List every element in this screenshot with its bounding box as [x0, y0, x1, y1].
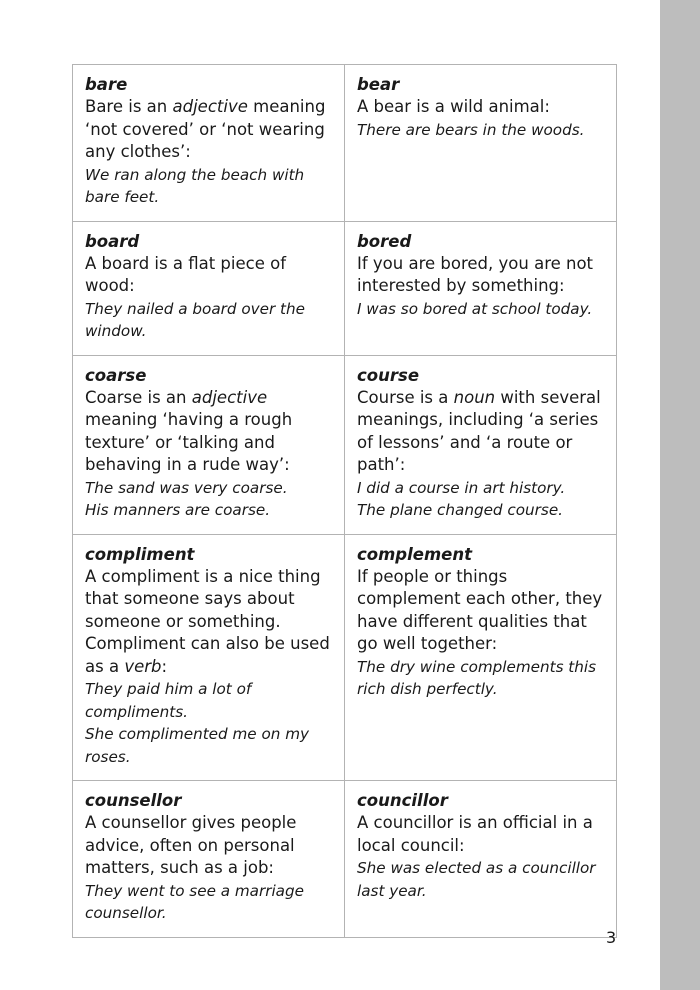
- entry-board: [73, 221, 345, 355]
- entry-example: I did a course in art history.: [357, 478, 566, 497]
- entry-example: There are bears in the woods.: [357, 120, 585, 139]
- entry-definition: If you are bored, you are not interested by something:: [357, 253, 594, 295]
- entry-term: councillor: [357, 791, 448, 810]
- table-row: [73, 65, 617, 222]
- entry-definition: A board is a flat piece of wood:: [85, 253, 287, 295]
- entry-term: course: [357, 365, 420, 385]
- entry-example: The dry wine complements this rich dish perfectly.: [357, 657, 597, 698]
- entry-definition: Course is a noun with several meanings, including ‘a series of lessons’ and ‘a route or path’:: [357, 387, 601, 474]
- entry-term: bare: [85, 75, 128, 94]
- entry-definition: A councillor is an official in a local council:: [357, 813, 593, 855]
- entry-course: [345, 355, 617, 534]
- entry-example: They nailed a board over the window.: [85, 299, 305, 340]
- entry-term: coarse: [85, 365, 147, 385]
- entry-term: complement: [357, 544, 472, 564]
- entry-example: I was so bored at school today.: [357, 299, 593, 318]
- table-row: [73, 534, 617, 781]
- page-number: 3: [606, 928, 617, 947]
- entry-example: She complimented me on my roses.: [85, 725, 309, 766]
- entry-example: She was elected as a councillor last year.: [357, 859, 596, 900]
- entry-definition: A bear is a wild animal:: [357, 97, 550, 116]
- homophones-table: [72, 64, 617, 938]
- entry-complement: [345, 534, 617, 781]
- entry-definition: Coarse is an adjective meaning ‘having a rough texture’ or ‘talking and behaving in a rude way’:: [85, 387, 293, 474]
- entry-term: compliment: [85, 544, 195, 564]
- entry-definition: A compliment is a nice thing that someone says about someone or something. Compliment can also be used as a verb:: [85, 566, 330, 676]
- entry-definition: If people or things complement each other, they have different qualities that go well together:: [357, 566, 603, 653]
- entry-bare: [73, 65, 345, 222]
- entry-bored: [345, 221, 617, 355]
- entry-example: His manners are coarse.: [85, 501, 271, 519]
- entry-example: We ran along the beach with bare feet.: [85, 165, 305, 206]
- entry-example: The sand was very coarse.: [85, 478, 288, 497]
- side-margin-bar: [660, 0, 700, 990]
- entry-councillor: [345, 781, 617, 938]
- table-row: [73, 355, 617, 534]
- entry-term: board: [85, 231, 140, 251]
- entry-example: They went to see a marriage counsellor.: [85, 881, 304, 922]
- entry-compliment: [73, 534, 345, 781]
- entry-term: counsellor: [85, 791, 182, 810]
- table-row: [73, 781, 617, 938]
- entry-example: They paid him a lot of compliments.: [85, 680, 252, 721]
- table-row: [73, 221, 617, 355]
- entry-example: The plane changed course.: [357, 501, 563, 519]
- entry-term: bored: [357, 231, 412, 251]
- entry-coarse: [73, 355, 345, 534]
- entry-bear: [345, 65, 617, 222]
- entry-definition: Bare is an adjective meaning ‘not covered’ or ‘not wearing any clothes’:: [85, 97, 326, 161]
- entry-counsellor: [73, 781, 345, 938]
- entry-term: bear: [357, 75, 400, 94]
- entry-definition: A counsellor gives people advice, often on personal matters, such as a job:: [85, 813, 297, 877]
